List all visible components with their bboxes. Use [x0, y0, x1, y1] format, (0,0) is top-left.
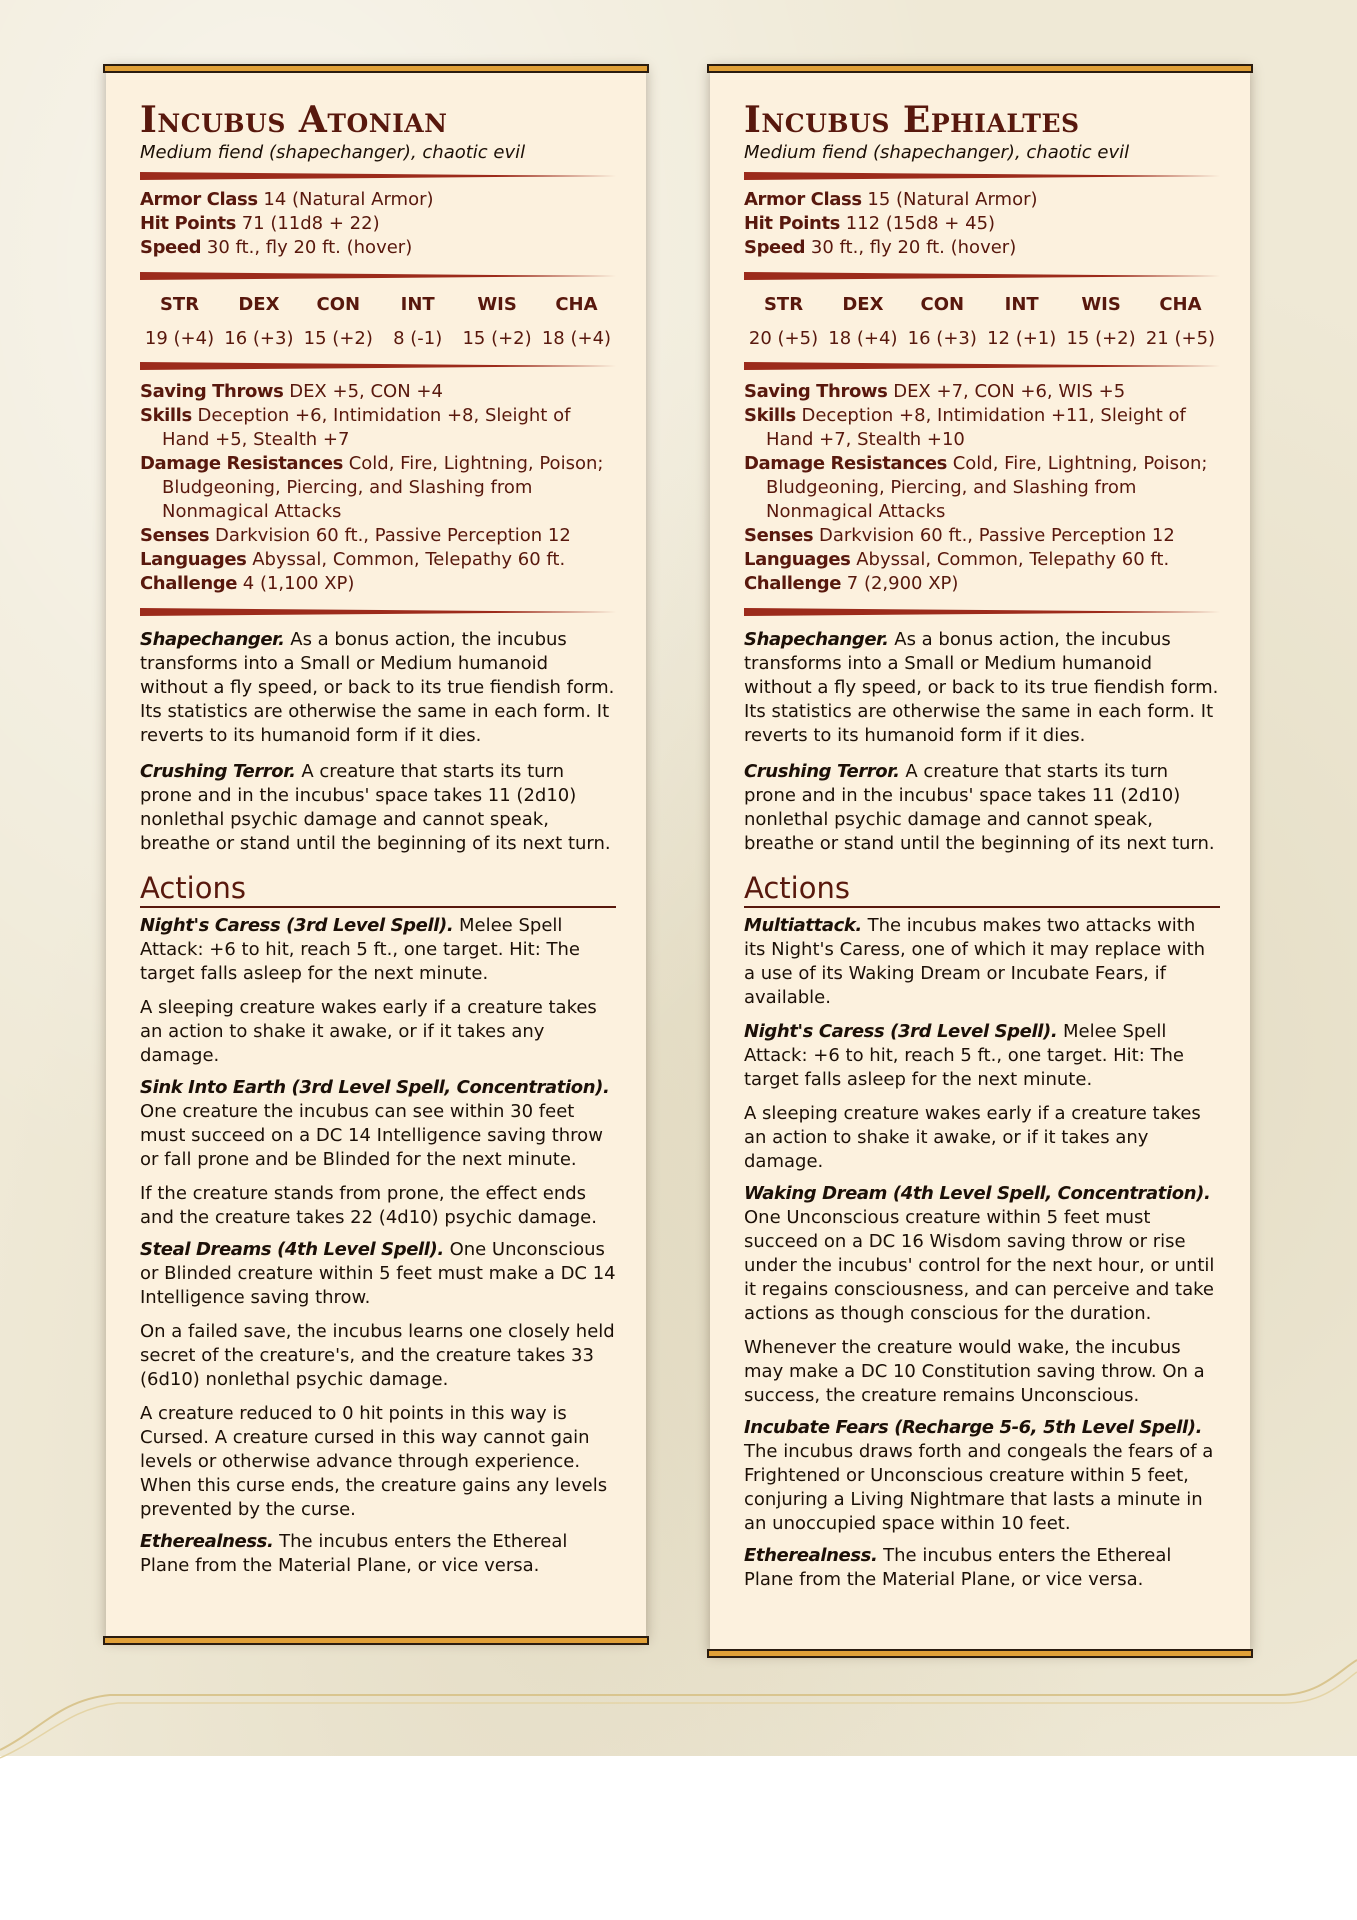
ability-int: INT 12 (+1)	[987, 294, 1057, 349]
ability-cha: CHA 21 (+5)	[1145, 294, 1216, 349]
trait-crushing-terror: Crushing Terror. A creature that starts its turn prone and in the incubus' space takes 11 (2d10) nonlethal psychic damage and cannot speak, breathe or stand until the beginning of its next turn.	[140, 761, 611, 854]
action-nights-caress-detail: A sleeping creature wakes early if a creature takes an action to shake it awake, or if it takes any damage.	[744, 1103, 1201, 1172]
skills: Skills Deception +6, Intimidation +8, Sleight of Hand +5, Stealth +7	[140, 405, 571, 450]
divider	[744, 172, 1220, 180]
trait-shapechanger: Shapechanger. As a bonus action, the incubus transforms into a Small or Medium humanoid without a fly speed, or back to its true fiendish form. Its statistics are otherwise the same in each form. It reverts to its humanoid form if it dies.	[140, 629, 615, 746]
bottom-border-bar	[707, 1649, 1253, 1658]
saving-throws: Saving Throws DEX +5, CON +4	[140, 381, 443, 402]
ability-wis: WIS 15 (+2)	[1066, 294, 1136, 349]
armor-class: Armor Class 14 (Natural Armor)	[140, 189, 434, 210]
action-steal-dreams-curse: A creature reduced to 0 hit points in this way is Cursed. A creature cursed in this way cannot gain levels or otherwise advance through experience. When this curse ends, the creature gains any levels prevented by the curse.	[140, 1403, 608, 1520]
ability-str: STR 20 (+5)	[748, 294, 819, 349]
action-sink-into-earth-detail: If the creature stands from prone, the effect ends and the creature takes 22 (4d10) psychic damage.	[140, 1183, 597, 1228]
ability-dex: DEX 18 (+4)	[828, 294, 898, 349]
page-border-flourish	[0, 1640, 1357, 1760]
divider	[744, 362, 1220, 370]
monster-name: Incubus Atonian	[140, 99, 448, 141]
skills: Skills Deception +8, Intimidation +11, Sleight of Hand +7, Stealth +10	[744, 405, 1186, 450]
ability-con: CON 16 (+3)	[907, 294, 977, 349]
senses: Senses Darkvision 60 ft., Passive Perception 12	[744, 525, 1175, 546]
action-etherealness: Etherealness. The incubus enters the Ethereal Plane from the Material Plane, or vice versa.	[744, 1545, 1172, 1590]
bottom-border-bar	[103, 1636, 649, 1645]
armor-class: Armor Class 15 (Natural Armor)	[744, 189, 1038, 210]
languages: Languages Abyssal, Common, Telepathy 60 ft.	[140, 549, 566, 570]
damage-resistances: Damage Resistances Cold, Fire, Lightning, Poison; Bludgeoning, Piercing, and Slashing from Nonmagical Attacks	[744, 453, 1208, 522]
divider	[140, 172, 616, 180]
ability-int: INT 8 (-1)	[393, 294, 443, 349]
ability-wis: WIS 15 (+2)	[462, 294, 532, 349]
action-waking-dream: Waking Dream (4th Level Spell, Concentration). One Unconscious creature within 5 feet must succeed on a DC 16 Wisdom saving throw or rise under the incubus' control for the next hour, or until it regains consciousness, and can perceive and take actions as though conscious for the duration.	[744, 1183, 1215, 1324]
ability-cha: CHA 18 (+4)	[541, 294, 612, 349]
monster-name: Incubus Ephialtes	[744, 99, 1080, 141]
divider	[140, 272, 616, 280]
speed: Speed 30 ft., fly 20 ft. (hover)	[744, 237, 1017, 258]
stat-block-1	[106, 68, 646, 1641]
action-steal-dreams-detail: On a failed save, the incubus learns one closely held secret of the creature's, and the creature takes 33 (6d10) nonlethal psychic damage.	[140, 1321, 615, 1390]
senses: Senses Darkvision 60 ft., Passive Perception 12	[140, 525, 571, 546]
speed: Speed 30 ft., fly 20 ft. (hover)	[140, 237, 413, 258]
divider	[744, 608, 1220, 616]
monster-type: Medium fiend (shapechanger), chaotic evil	[744, 142, 1130, 163]
action-nights-caress: Night's Caress (3rd Level Spell). Melee Spell Attack: +6 to hit, reach 5 ft., one target. Hit: The target falls asleep for the next minute.	[140, 915, 581, 984]
hit-points: Hit Points 71 (11d8 + 22)	[140, 213, 380, 234]
action-steal-dreams: Steal Dreams (4th Level Spell). One Unconscious or Blinded creature within 5 feet must make a DC 14 Intelligence saving throw.	[140, 1239, 616, 1308]
damage-resistances: Damage Resistances Cold, Fire, Lightning, Poison; Bludgeoning, Piercing, and Slashing from Nonmagical Attacks	[140, 453, 604, 522]
saving-throws: Saving Throws DEX +7, CON +6, WIS +5	[744, 381, 1126, 402]
divider	[744, 272, 1220, 280]
trait-crushing-terror: Crushing Terror. A creature that starts its turn prone and in the incubus' space takes 11 (2d10) nonlethal psychic damage and cannot speak, breathe or stand until the beginning of its next turn.	[744, 761, 1215, 854]
trait-shapechanger: Shapechanger. As a bonus action, the incubus transforms into a Small or Medium humanoid without a fly speed, or back to its true fiendish form. Its statistics are otherwise the same in each form. It reverts to its humanoid form if it dies.	[744, 629, 1219, 746]
challenge: Challenge 7 (2,900 XP)	[744, 573, 959, 594]
action-waking-dream-detail: Whenever the creature would wake, the incubus may make a DC 10 Constitution saving throw. On a success, the creature remains Unconscious.	[744, 1337, 1205, 1406]
top-border-bar	[707, 64, 1253, 73]
monster-type: Medium fiend (shapechanger), chaotic evil	[140, 142, 526, 163]
ability-con: CON 15 (+2)	[303, 294, 373, 349]
actions-heading: Actions	[140, 870, 616, 908]
action-multiattack: Multiattack. The incubus makes two attacks with its Night's Caress, one of which it may replace with a use of its Waking Dream or Incubate Fears, if available.	[744, 915, 1206, 1008]
actions-heading: Actions	[744, 870, 1220, 908]
top-border-bar	[103, 64, 649, 73]
ability-str: STR 19 (+4)	[144, 294, 215, 349]
action-etherealness: Etherealness. The incubus enters the Ethereal Plane from the Material Plane, or vice versa.	[140, 1531, 568, 1576]
action-nights-caress: Night's Caress (3rd Level Spell). Melee Spell Attack: +6 to hit, reach 5 ft., one target. Hit: The target falls asleep for the next minute.	[744, 1021, 1185, 1090]
action-sink-into-earth: Sink Into Earth (3rd Level Spell, Concentration). One creature the incubus can see within 30 feet must succeed on a DC 14 Intelligence saving throw or fall prone and be Blinded for the next minute.	[140, 1077, 610, 1170]
action-nights-caress-detail: A sleeping creature wakes early if a creature takes an action to shake it awake, or if it takes any damage.	[140, 997, 597, 1066]
challenge: Challenge 4 (1,100 XP)	[140, 573, 355, 594]
ability-scores	[744, 292, 1220, 354]
divider	[140, 362, 616, 370]
ability-dex: DEX 16 (+3)	[224, 294, 294, 349]
ability-scores	[140, 292, 616, 354]
divider	[140, 608, 616, 616]
action-incubate-fears: Incubate Fears (Recharge 5-6, 5th Level Spell). The incubus draws forth and congeals the fears of a Frightened or Unconscious creature within 5 feet, conjuring a Living Nightmare that lasts a minute in an unoccupied space within 10 feet.	[744, 1417, 1214, 1534]
hit-points: Hit Points 112 (15d8 + 45)	[744, 213, 996, 234]
languages: Languages Abyssal, Common, Telepathy 60 ft.	[744, 549, 1170, 570]
stat-block-2	[710, 68, 1250, 1654]
